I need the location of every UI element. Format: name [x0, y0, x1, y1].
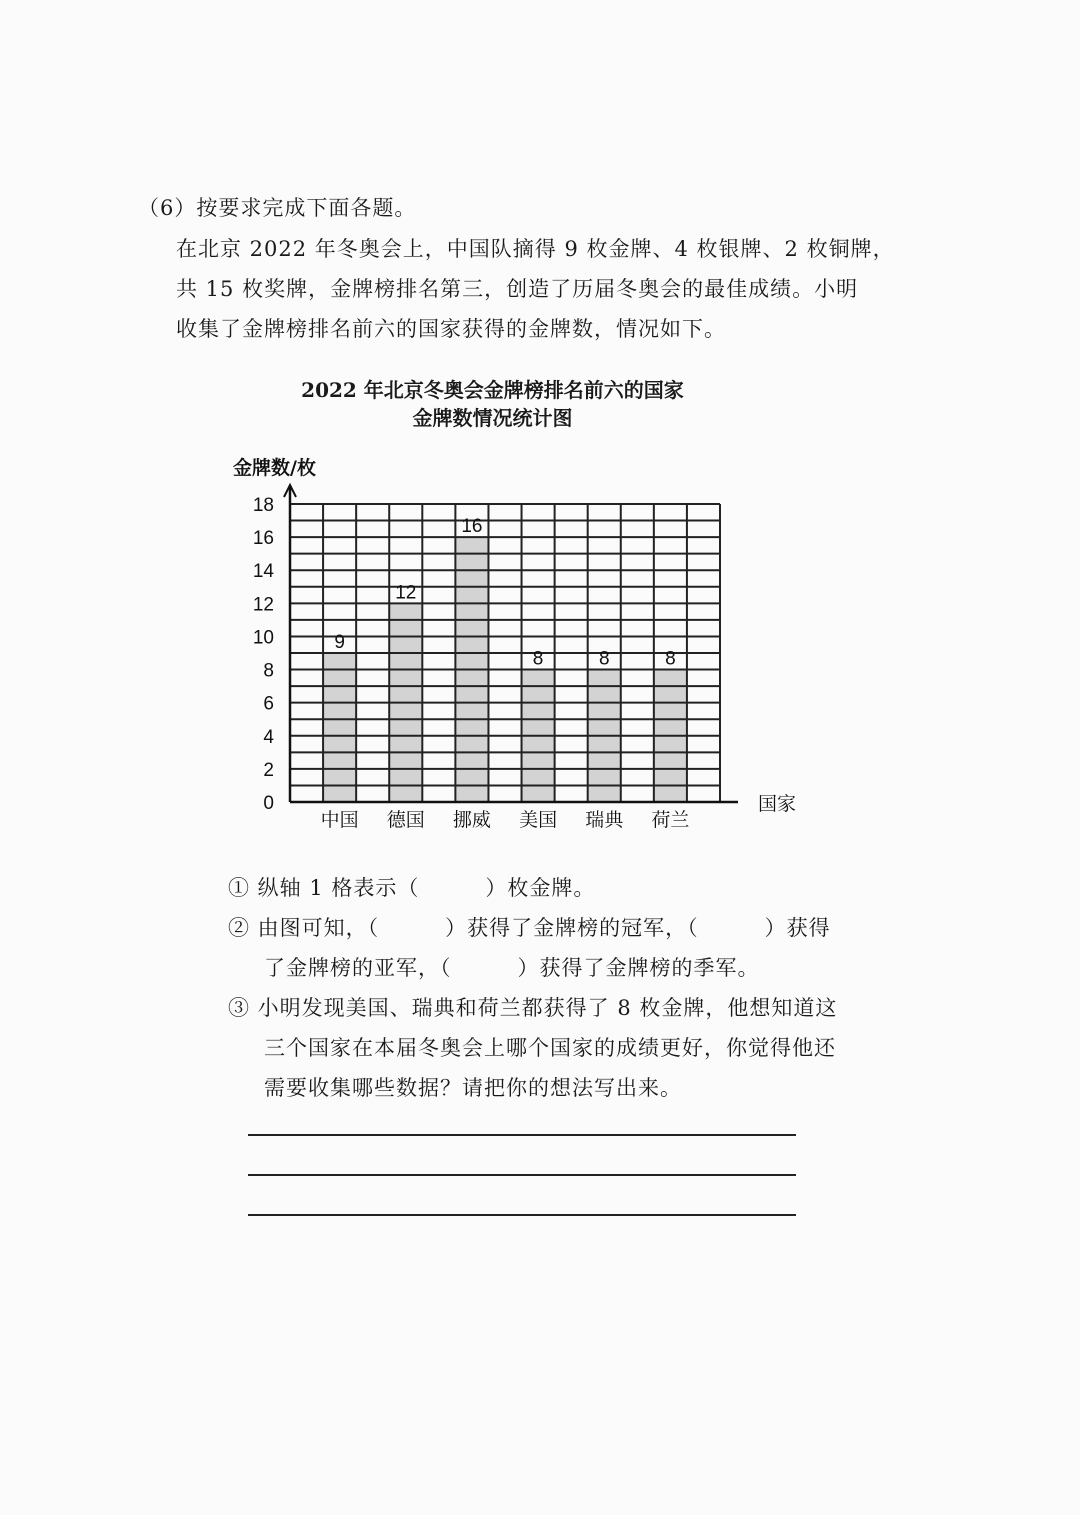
- x-tick-label: 挪威: [452, 809, 491, 831]
- x-axis-label: 国家: [758, 793, 797, 815]
- data-label: 12: [395, 582, 417, 604]
- problem-heading: （6）按要求完成下面各题。: [138, 196, 417, 220]
- question-3-line: 需要收集哪些数据？请把你的想法写出来。: [264, 1076, 682, 1100]
- question-3-line: ③ 小明发现美国、瑞典和荷兰都获得了 8 枚金牌，他想知道这: [228, 996, 838, 1020]
- data-label: 16: [461, 516, 483, 538]
- y-tick-label: 4: [263, 726, 274, 748]
- y-tick-label: 14: [252, 561, 274, 583]
- problem-paragraph-line: 共 15 枚奖牌，金牌榜排名第三，创造了历届冬奥会的最佳成绩。小明: [176, 277, 859, 301]
- data-label: 8: [598, 648, 610, 670]
- answer-line[interactable]: [248, 1214, 796, 1216]
- y-tick-label: 2: [263, 759, 274, 781]
- problem-paragraph-line: 在北京 2022 年冬奥会上，中国队摘得 9 枚金牌、4 枚银牌、2 枚铜牌，: [176, 237, 895, 261]
- data-label: 9: [334, 632, 345, 653]
- y-tick-label: 18: [252, 495, 274, 516]
- chart-subtitle: 金牌数情况统计图: [412, 406, 573, 430]
- chart-bar: [323, 653, 356, 802]
- answer-line[interactable]: [248, 1134, 796, 1136]
- data-label: 8: [532, 648, 544, 670]
- x-tick-label: 荷兰: [651, 809, 690, 831]
- y-tick-label: 12: [252, 594, 274, 616]
- y-tick-label: 10: [252, 627, 274, 649]
- y-tick-label: 0: [263, 793, 274, 814]
- x-tick-label: 瑞典: [585, 809, 624, 831]
- x-tick-label: 美国: [519, 809, 558, 831]
- question-3-line: 三个国家在本届冬奥会上哪个国家的成绩更好，你觉得他还: [264, 1036, 836, 1060]
- y-tick-label: 6: [263, 693, 274, 715]
- chart-title: 2022 年北京冬奥会金牌榜排名前六的国家: [301, 378, 684, 402]
- x-tick-label: 德国: [386, 809, 425, 831]
- answer-line[interactable]: [248, 1174, 796, 1176]
- y-tick-label: 8: [263, 660, 274, 682]
- data-label: 8: [665, 648, 676, 670]
- y-axis-label: 金牌数/枚: [233, 457, 316, 479]
- y-tick-label: 16: [252, 528, 274, 550]
- question-2-line: 了金牌榜的亚军，（ ）获得了金牌榜的季军。: [264, 956, 760, 980]
- question-1-line: ① 纵轴 1 格表示（ ）枚金牌。: [228, 876, 596, 900]
- question-2-line: ② 由图可知，（ ）获得了金牌榜的冠军，（ ）获得: [228, 916, 831, 940]
- x-tick-label: 中国: [320, 809, 359, 831]
- problem-paragraph-line: 收集了金牌榜排名前六的国家获得的金牌数，情况如下。: [176, 317, 726, 341]
